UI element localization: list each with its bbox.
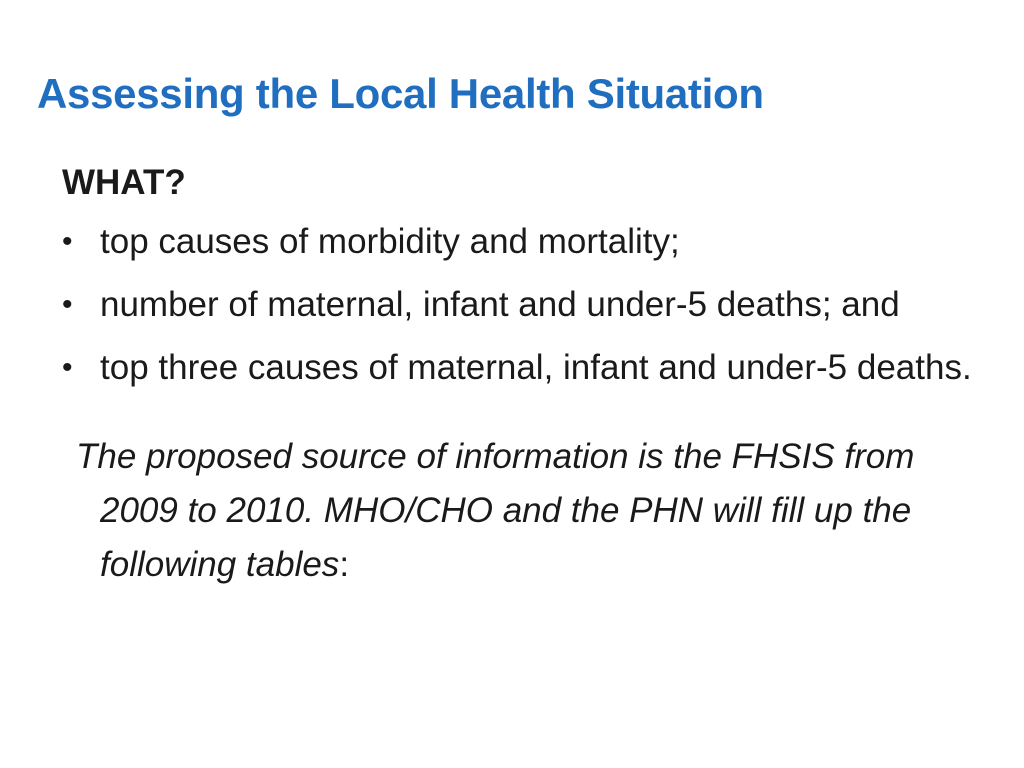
bullet-icon: • — [62, 351, 73, 384]
bullet-icon: • — [62, 288, 73, 321]
list-item-text: top three causes of maternal, infant and under-5 deaths. — [100, 348, 972, 387]
source-note-colon: : — [339, 545, 350, 584]
bullet-icon: • — [62, 225, 73, 258]
source-note-text: The proposed source of information is the FHSIS from 2009 to 2010. MHO/CHO and the PHN will fill up the following tables — [76, 437, 915, 584]
slide-body — [62, 155, 972, 627]
list-item — [62, 215, 972, 269]
source-note — [76, 430, 972, 592]
slide-title: Assessing the Local Health Situation — [37, 70, 764, 117]
list-item — [62, 341, 972, 395]
list-item-text: number of maternal, infant and under-5 deaths; and — [100, 285, 900, 324]
section-heading: WHAT? — [62, 163, 186, 202]
bullet-list — [62, 215, 972, 395]
list-item — [62, 278, 972, 332]
list-item-text: top causes of morbidity and mortality; — [100, 222, 680, 261]
